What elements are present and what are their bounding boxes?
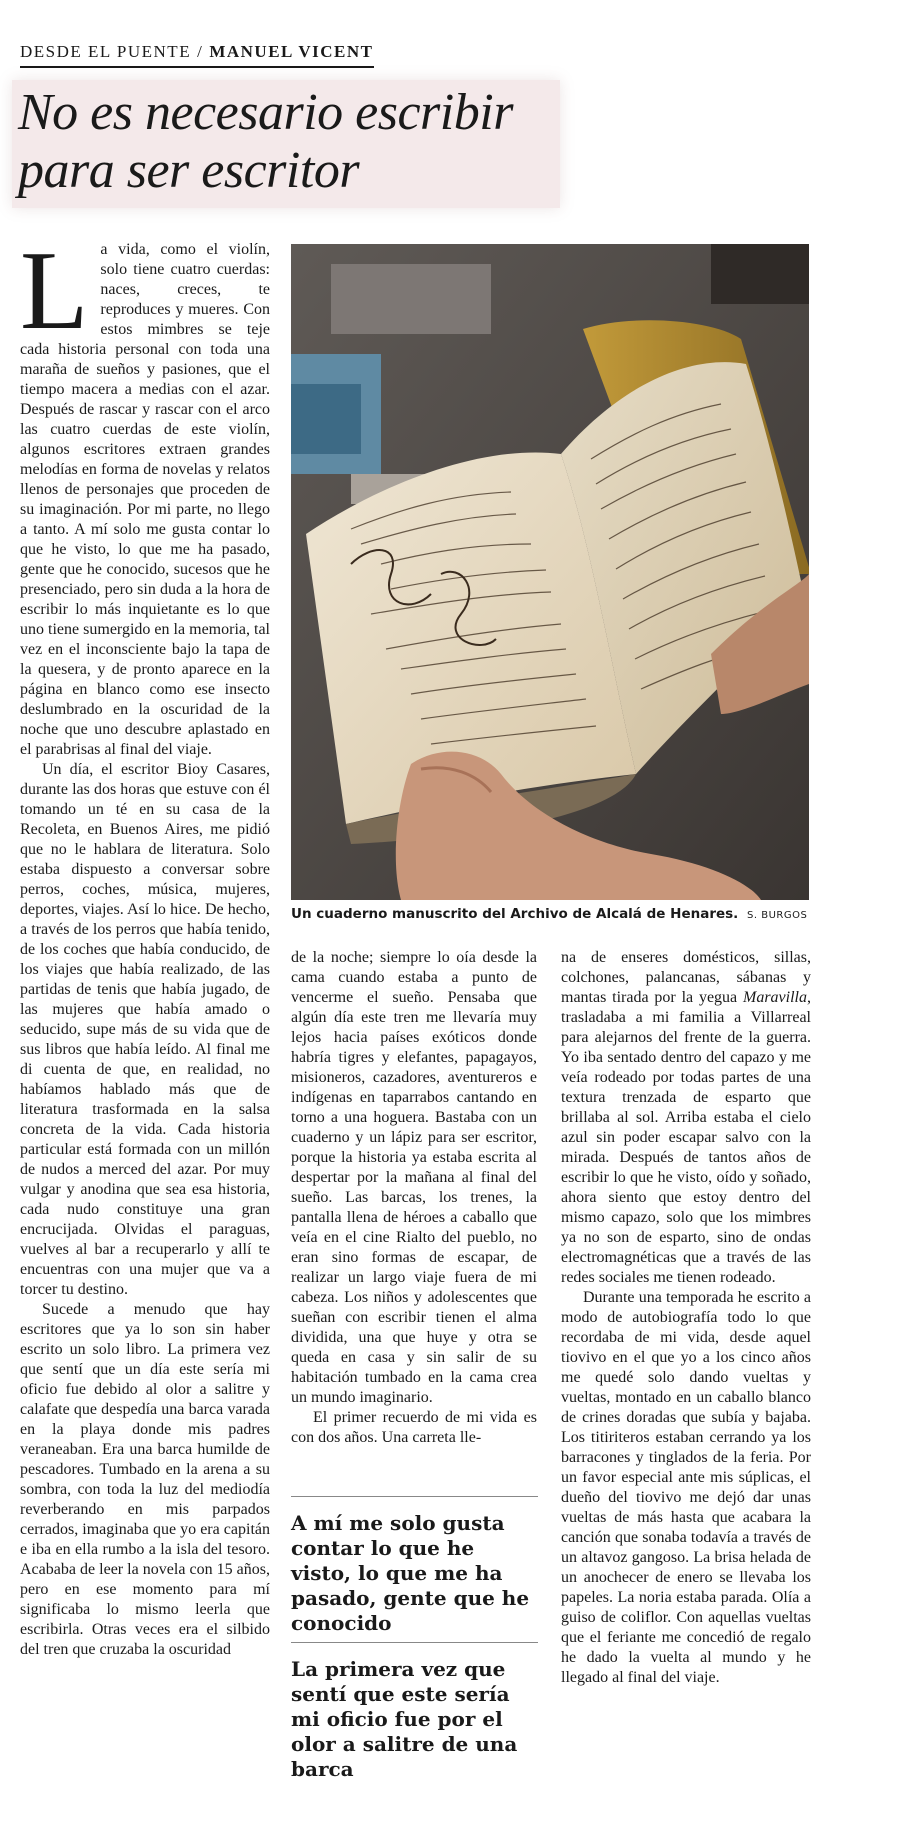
horse-name: Maravilla bbox=[743, 989, 807, 1006]
paragraph-4-continued bbox=[561, 948, 811, 1288]
pull-quote-1: A mí me solo gusta contar lo que he visto, lo que me ha pasado, gente que he conocido bbox=[291, 1496, 538, 1636]
section-name: DESDE EL PUENTE bbox=[20, 42, 192, 61]
article-column-2 bbox=[291, 948, 537, 1448]
paragraph-4: El primer recuerdo de mi vida es con dos años. Una carreta lle- bbox=[291, 1409, 537, 1446]
section-header bbox=[20, 42, 374, 68]
paragraph-4-text-b: , trasladaba a mi familia a Villarreal para alejarnos del frente de la guerra. Yo iba sentado dentro del capazo y me veía rodeado por todas partes de una textura trenzada de esparto que brillaba al sol. Arriba estaba el cielo azul sin poder escapar salvo con la mirada. Después de tantos años de escribir lo que he visto, oído y soñado, ahora siento que estoy dentro del mismo capazo, solo que los mimbres ya no son de esparto, sino de ondas electromagnéticas que a través de las redes sociales me tienen rodeado. bbox=[561, 989, 811, 1286]
paragraph-4-text-a: na de enseres domésticos, sillas, colchones, palancanas, sábanas y mantas tirada por la yegua bbox=[561, 949, 811, 1006]
headline-line-2: para ser escritor bbox=[18, 142, 360, 199]
drop-cap: L bbox=[20, 229, 89, 353]
author-name[interactable]: MANUEL VICENT bbox=[209, 42, 374, 61]
caption-text: Un cuaderno manuscrito del Archivo de Alcalá de Henares. bbox=[291, 906, 739, 922]
article-photo[interactable] bbox=[291, 244, 809, 900]
photo-credit: S. BURGOS bbox=[747, 910, 808, 921]
paragraph-3: Sucede a menudo que hay escritores que ya lo son sin haber escrito un solo libro. La primera vez que sentí que un día este sería mi oficio fue debido al olor a salitre y calafate que despedía una barca varada en la playa donde mis padres veraneaban. Era una barca humilde de pescadores. Tumbado en la arena a su sombra, con toda la luz del mediodía reverberando en mis parpados cerrados, imaginaba que yo era capitán e iba en ella rumbo a la isla del tesoro. Acababa de leer la novela con 15 años, pero en ese momento para mí significaba lo mismo leerla que escribirla. Otras veces era el silbido del tren que cruzaba la oscuridad bbox=[20, 1301, 270, 1658]
page-title bbox=[18, 84, 578, 200]
headline-line-1: No es necesario escribir bbox=[18, 84, 513, 141]
paragraph-2: Un día, el escritor Bioy Casares, durante las dos horas que estuve con él tomando un té en su casa de la Recoleta, en Buenos Aires, me pidió que no le hablara de literatura. Solo estaba dispuesto a conversar sobre perros, coches, música, mujeres, deportes, viajes. Así lo hice. De hecho, a través de los perros que había tenido, de los coches que había conducido, de los viajes que había realizado, de las partidas de tenis que había jugado, de las mujeres que había amado o seducido, supe más de su vida que de sus libros que había leído. Al final me di cuenta de que, en realidad, no habíamos hablado más que de literatura trasformada en la salsa concreta de la vida. Cada historia particular está formada con un millón de nudos a merced del azar. Por muy vulgar y anodina que sea esa historia, cada nudo constituye una gran encrucijada. Olvidas el paraguas, vuelves al bar a recuperarlo y allí te encuentras con una mujer que va a torcer tu destino. bbox=[20, 761, 270, 1298]
paragraph-3-continued: de la noche; siempre lo oía desde la cama cuando estaba a punto de vencerme el sueño. Pensaba que algún día este tren me llevaría muy lejos hacia países exóticos donde habría tigres y elefantes, papagayos, misioneros, cazadores, aventureros e indígenas en taparrabos cantando en torno a una hoguera. Bastaba con un cuaderno y un lápiz para ser escritor, porque la historia ya estaba escrita al despertar por la mañana al final del sueño. Las barcas, los trenes, la pantalla llena de héroes a caballo que veía en el cine Rialto del pueblo, no eran sino formas de escapar, de realizar un largo viaje fuera de mi cabeza. Los niños y adolescentes que sueñan con escribir tienen el alma dividida, una que huye y otra se queda en casa y sin salir de su habitación tumbado en la cama crea un mundo imaginario. bbox=[291, 949, 537, 1406]
pull-quote-2: La primera vez que sentí que este sería mi oficio fue por el olor a salitre de una barca bbox=[291, 1642, 538, 1782]
header-separator: / bbox=[197, 42, 204, 61]
paragraph-1: a vida, como el violín, solo tiene cuatro cuerdas: naces, creces, te reproduces y mueres. Con estos mimbres se teje cada historia personal con toda una maraña de sueños y pasiones, que el tiempo macera a medias con el azar. Después de rascar y rascar con el arco las cuatro cuerdas de este violín, algunos escritores extraen grandes melodías en forma de novelas y relatos llenos de personajes que proceden de su imaginación. Por mi parte, no llego a tanto. A mí solo me gusta contar lo que he visto, lo que me ha pasado, gente que he conocido, sucesos que he presenciado, pero sin duda a la hora de escribir lo más inquietante es lo que uno tiene sumergido en la memoria, tal vez en el inconsciente bajo la tapa de la quesera, y de pronto aparece en la página en blanco como ese insecto deslumbrado en la oscuridad de la noche que uno descubre aplastado en el parabrisas al final del viaje. bbox=[20, 241, 270, 758]
paragraph-5: Durante una temporada he escrito a modo de autobiografía todo lo que recordaba de mi vida, desde aquel tiovivo en el que yo a los cinco años me quedé solo dando vueltas y vueltas, montado en un caballo blanco de crines doradas que subía y bajaba. Los titiriteros estaban cerrando ya los barracones y tinglados de la feria. Por un favor especial ante mis súplicas, el dueño del tiovivo me dejó dar unas vueltas de más hasta que acabara la canción que sonaba todavía a través de un altavoz gangoso. La brisa helada de un anochecer de enero se llevaba los papeles. La noria estaba parada. Olía a guiso de coliflor. Con aquellas vueltas que el feriante me concedió de regalo he dado la vuelta al mundo y he llegado al final del viaje. bbox=[561, 1289, 811, 1686]
photo-caption bbox=[291, 906, 811, 922]
manuscript-notebook-image bbox=[291, 244, 809, 900]
article-column-1 bbox=[20, 229, 270, 1660]
article-column-3 bbox=[561, 948, 811, 1688]
